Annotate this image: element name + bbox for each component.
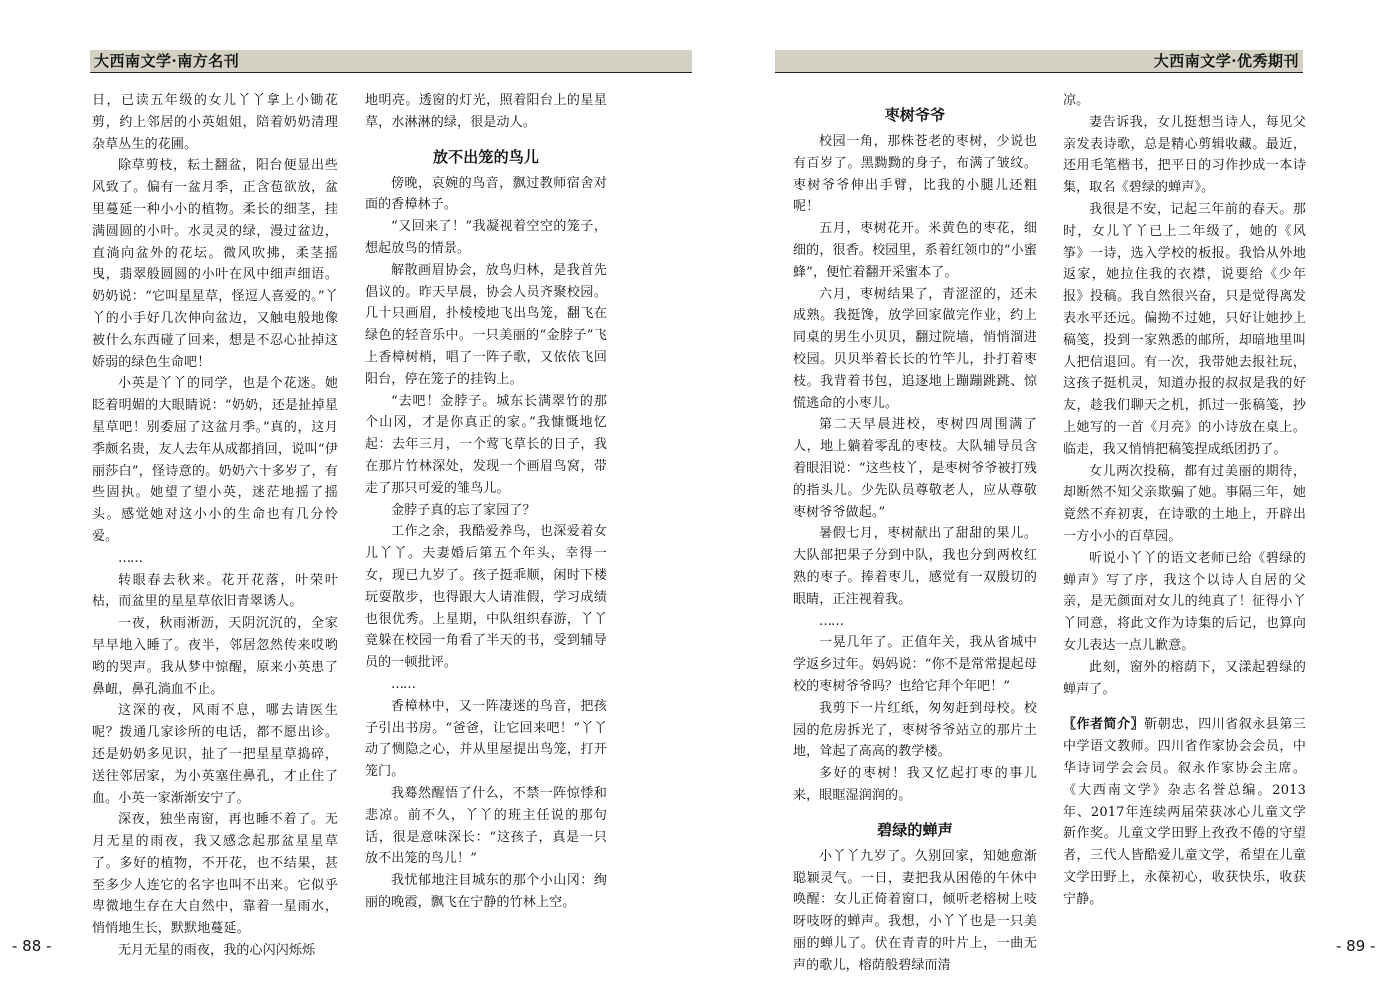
paragraph: 小丫丫九岁了。久别回家，知她愈渐聪颖灵气。一日，妻把我从困倦的午休中唤醒：女儿正倚着窗口，倾听老榕树上吱呀吱呀的蝉声。我想，小丫丫也是一只美丽的蝉儿了。伏在青青的叶片上，一曲无声的歌儿，榕荫般碧绿而清 bbox=[793, 848, 1037, 973]
paragraph: “去吧！金脖子。城东长满翠竹的那个山冈，才是你真正的家。”我慷慨地忆起：去年三月，一个莺飞草长的日子，我在那片竹林深处，发现一个画眉鸟窝，带走了那只可爱的雏鸟儿。 bbox=[365, 393, 607, 496]
paragraph: 我很是不安，记起三年前的春天。那时，女儿丫丫已上二年级了，她的《风筝》一诗，选入学校的板报。我恰从外地返家，她拉住我的衣襟，说要给《少年报》投稿。我自然很兴奋，只是觉得离发表水平还远。偏拗不过她，只好让她抄上稿笺，投到一家熟悉的邮所，却暗地里叫人把信退回。有一次，我带她去报社玩，这孩子挺机灵，知道办报的叔叔是我的好友，趁我们聊天之机，抓过一张稿笺，抄上她写的一首《月亮》的小诗放在桌上。临走，我又悄悄把稿笺捏成纸团扔了。 bbox=[1063, 201, 1306, 457]
paragraph: 多好的枣树！我又忆起打枣的事儿来，眼眶湿润润的。 bbox=[793, 766, 1037, 803]
paragraph: 工作之余，我酷爱养鸟，也深爱着女儿丫丫。夫妻婚后第五个年头，幸得一女，现已九岁了。孩子挺乖顺，闲时下楼玩耍散步，也得跟大人请准假，学习成绩也很优秀。上星期，中队组织春游，丫丫竟躲在校园一角看了半天的书，受到辅导员的一顿批评。 bbox=[365, 524, 607, 671]
author-bio-text: 靳朝忠，四川省叙永县第三中学语文教师。四川省作家协会会员，中华诗词学会会员。叙永作家协会主席。《大西南文学》杂志名誉总编。2013年、2017年连续两届荣获冰心儿童文学新作奖。儿童文学田野上孜孜不倦的守望者，三代人皆酷爱儿童文学，希望在儿童文学田野上，永葆初心，收获快乐，收获宁静。 bbox=[1063, 717, 1306, 907]
paragraph: 无月无星的雨夜，我的心闪闪烁烁 bbox=[118, 943, 316, 959]
paragraph: “又回来了！”我凝视着空空的笼子，想起放鸟的情景。 bbox=[365, 219, 607, 256]
header-bar-left bbox=[90, 50, 692, 73]
paragraph: 除草剪枝，耘土翻盆，阳台便显出些风致了。偏有一盆月季，正含苞欲放，盆里蔓延一种小小的植物。柔长的细茎，挂满圆圆的小叶。水灵灵的绿，漫过盆边，直淌向盆外的花坛。微风吹拂，柔茎摇曳，翡翠般圆圆的小叶在风中细声细语。奶奶说：“它叫星星草，怪逗人喜爱的。”丫丫的小手好几次伸向盆边，又触电般地像被什么东西碰了回来，想是不忍心扯掉这娇弱的绿色生命吧！ bbox=[92, 158, 338, 370]
paragraph: 六月，枣树结果了，青涩涩的，还未成熟。我挺馋，放学回家做完作业，约上同桌的男生小贝贝，翻过院墙，悄悄溜进校园。贝贝举着长长的竹竿儿，扑打着枣枝。我背着书包，追逐地上蹦蹦跳跳、惊慌逃命的小枣儿。 bbox=[793, 286, 1037, 411]
article-title: 放不出笼的鸟儿 bbox=[432, 147, 540, 166]
paragraph: 听说小丫丫的语文老师已给《碧绿的蝉声》写了序，我这个以诗人自居的父亲，是无颜面对女儿的纯真了！征得小丫丫同意，将此文作为诗集的后记，也算向女儿表达一点儿歉意。 bbox=[1063, 550, 1306, 653]
text-column-4 bbox=[1063, 90, 1306, 910]
journal-title-left: 大西南文学·南方名刊 bbox=[94, 52, 240, 70]
text-column-2 bbox=[365, 90, 607, 914]
paragraph: 我忧郁地注目城东的那个小山冈：绚丽的晚霞，飘飞在宁静的竹林上空。 bbox=[365, 873, 607, 910]
header-bar-right bbox=[775, 50, 1303, 73]
paragraph: 五月，枣树花开。米黄色的枣花，细细的，很香。校园里，系着红领巾的“小蜜蜂”，便忙着翻开采蜜本了。 bbox=[793, 221, 1037, 280]
paragraph: 转眼春去秋来。花开花落，叶荣叶枯，而盆里的星星草依旧青翠诱人。 bbox=[92, 572, 338, 610]
article-title: 枣树爷爷 bbox=[884, 106, 946, 124]
paragraph: 一晃几年了。正值年关，我从省城中学返乡过年。妈妈说：“你不是常常提起母校的枣树爷爷吗？也给它拜个年吧！” bbox=[793, 635, 1037, 694]
paragraph: 一夜，秋雨淅沥，天阴沉沉的，全家早早地入睡了。夜半，邻居忽然传来哎哟哟的哭声。我从梦中惊醒，原来小英患了鼻衄，鼻孔淌血不止。 bbox=[92, 616, 338, 697]
paragraph: 妻告诉我，女儿挺想当诗人，每见父亲发表诗歌，总是精心剪辑收藏。最近，还用毛笔楷书，把平日的习作抄成一本诗集，取名《碧绿的蝉声》。 bbox=[1063, 114, 1306, 196]
paragraph: 地明亮。透窗的灯光，照着阳台上的星星草，水淋淋的绿，很是动人。 bbox=[365, 93, 607, 130]
text-column-3 bbox=[793, 105, 1037, 976]
paragraph: 暑假七月，枣树献出了甜甜的果儿。大队部把果子分到中队，我也分到两枚红熟的枣子。捧着枣儿，感觉有一双殷切的眼睛，正注视着我。 bbox=[793, 526, 1037, 607]
paragraph: 傍晚，哀婉的鸟音，飘过教师宿舍对面的香樟林子。 bbox=[365, 175, 607, 213]
author-bio bbox=[1063, 714, 1306, 910]
paragraph: 凉。 bbox=[1063, 93, 1090, 108]
journal-title-right: 大西南文学·优秀期刊 bbox=[1153, 52, 1299, 70]
paragraph: 我蓦然醒悟了什么，不禁一阵惊悸和悲凉。前不久，丫丫的班主任说的那句话，很是意味深长：“这孩子，真是一只放不出笼的鸟儿！” bbox=[365, 785, 607, 867]
page-number-left: - 88 - bbox=[12, 937, 52, 955]
paragraph: 香樟林中，又一阵凄迷的鸟音，把孩子引出书房。“爸爸，让它回来吧！”丫丫动了恻隐之心，并从里屋提出鸟笼，打开笼门。 bbox=[365, 698, 607, 780]
paragraph: 第二天早晨进校，枣树四周围满了人，地上躺着零乱的枣枝。大队辅导员含着眼泪说：“这些枝丫，是枣树爷爷被打残的指头儿。少先队员尊敬老人，应从尊敬枣树爷爷做起。” bbox=[793, 417, 1037, 520]
paragraph: 小英是丫丫的同学，也是个花迷。她眨着明媚的大眼睛说：“奶奶，还是扯掉星星草吧！别委屈了这盆月季。”真的，这月季颇名贵，友人去年从成都捎回，说叫“伊丽莎白”，怪诗意的。奶奶六十多岁了，有些固执。她望了望小英，迷茫地摇了摇头。感觉她对这小小的生命也有几分怜爱。 bbox=[92, 376, 338, 544]
page-number-right: - 89 - bbox=[1336, 937, 1376, 955]
article-title: 碧绿的蝉声 bbox=[877, 820, 953, 839]
paragraph: 深夜，独坐南窗，再也睡不着了。无月无星的雨夜，我又感念起那盆星星草了。多好的植物，不开花，也不结果，甚至多少人连它的名字也叫不出来。它似乎卑微地生存在大自然中，靠着一星雨水，悄悄地生长，默默地蔓延。 bbox=[92, 812, 338, 937]
author-bio-label: 〖作者简介〗 bbox=[1063, 717, 1145, 733]
paragraph: 我剪下一片红纸，匆匆赶到母校。校园的危房拆光了，枣树爷爷站立的那片土地，耸起了高高的教学楼。 bbox=[793, 700, 1037, 760]
paragraph: 女儿两次投稿，都有过美丽的期待，却断然不知父亲欺骗了她。事隔三年，她竟然不弃初衷，在诗歌的土地上，开辟出一方小小的百草园。 bbox=[1063, 463, 1306, 544]
paragraph: 这深的夜，风雨不息，哪去请医生呢？拨通几家诊所的电话，都不愿出诊。还是奶奶多见识，扯了一把星星草捣碎，送往邻居家，为小英塞住鼻孔，才止住了血。小英一家渐渐安宁了。 bbox=[92, 703, 338, 806]
paragraph: 校园一角，那株苍老的枣树，少说也有百岁了。黑黝黝的身子，布满了皱纹。枣树爷爷伸出手臂，比我的小腿儿还粗呢！ bbox=[793, 134, 1037, 215]
text-column-1 bbox=[92, 90, 338, 962]
ellipsis-separator: …… bbox=[819, 613, 843, 629]
paragraph: 日，已读五年级的女儿丫丫拿上小锄花剪，约上邻居的小英姐姐，陪着奶奶清理杂草丛生的花圃。 bbox=[92, 93, 338, 152]
paragraph: 此刻，窗外的榕荫下，又漾起碧绿的蝉声了。 bbox=[1063, 659, 1306, 697]
paragraph: 金脖子真的忘了家园了？ bbox=[391, 502, 536, 518]
ellipsis-separator: …… bbox=[118, 550, 142, 566]
ellipsis-separator: …… bbox=[391, 676, 415, 692]
paragraph: 解散画眉协会，放鸟归林，是我首先倡议的。昨天早晨，协会人员齐聚校园。几十只画眉，扑棱棱地飞出鸟笼，翻飞在绿色的轻音乐中。一只美丽的“金脖子”飞上香樟树梢，唱了一阵子歌，又依依飞回阳台，停在笼子的挂钩上。 bbox=[365, 262, 607, 387]
